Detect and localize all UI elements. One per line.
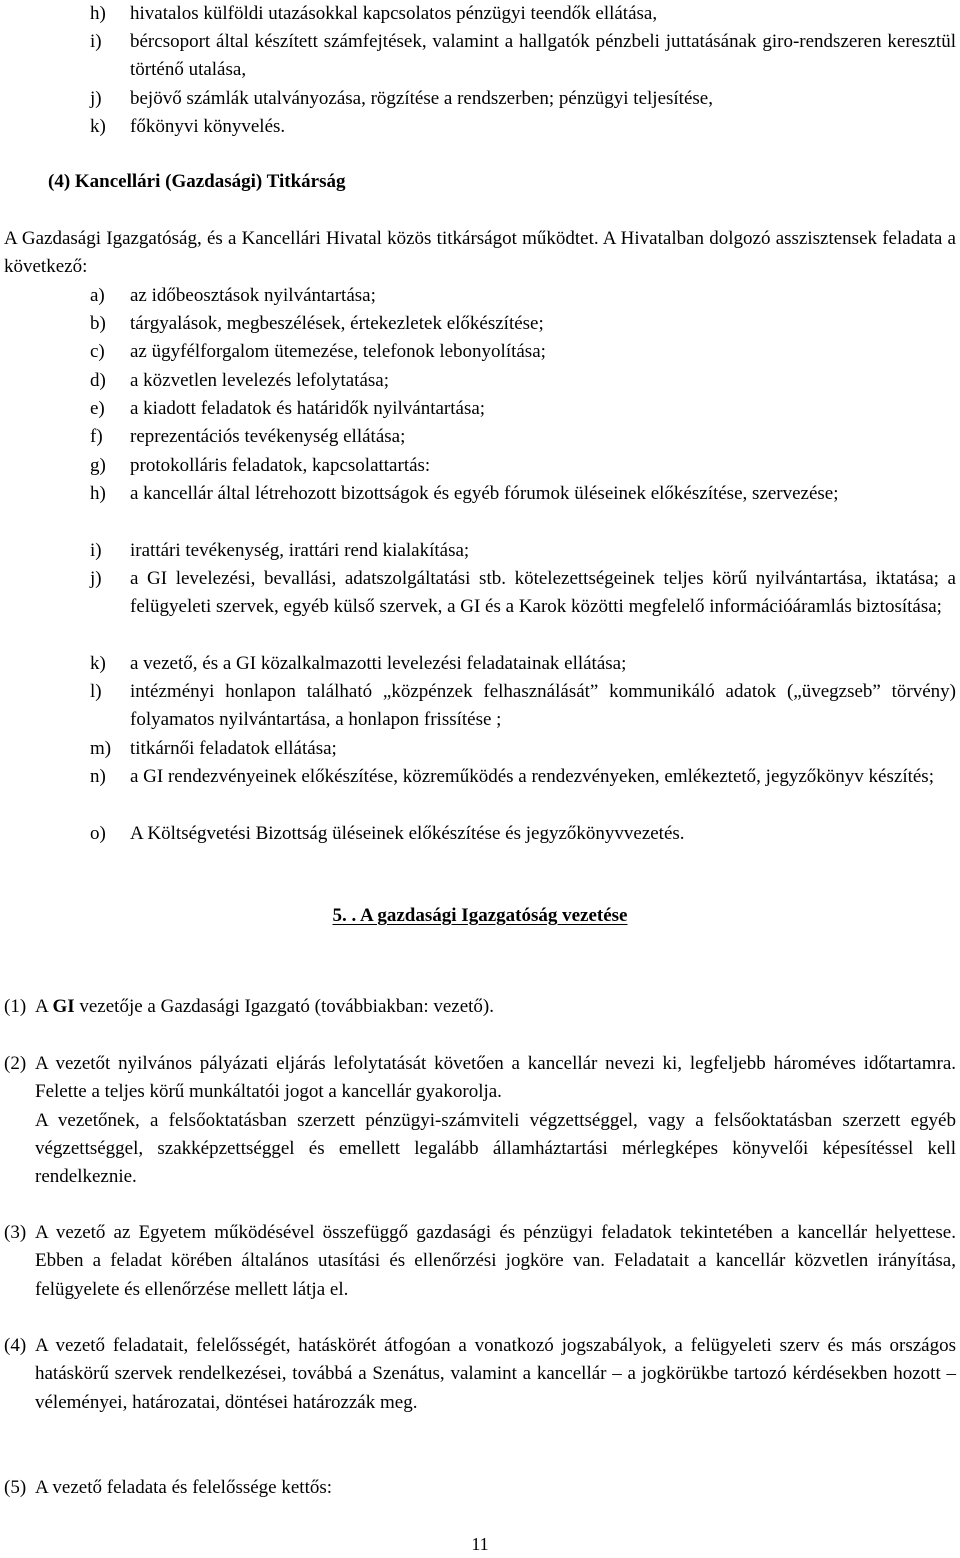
paragraph-text: A vezetőnek, a felsőoktatásban szerzett pénzügyi-számviteli végzettséggel, vagy a felsőoktatásban szerzett egyéb végzettséggel, szakképzettséggel és emellett legalább államháztartási mérlegképes könyvelői képesítéssel kell rendelkeznie.	[35, 1109, 956, 1188]
list-item	[90, 28, 956, 85]
list-item	[90, 650, 956, 678]
list-marker: g)	[90, 455, 106, 476]
list-marker: i)	[90, 540, 102, 561]
list-text: a GI levelezési, bevallási, adatszolgáltatási stb. kötelezettségeinek teljes körű nyilvántartása, iktatása; a felügyeleti szervek, egyéb külső szervek, a GI és a Karok közötti megfelelő információáramlás biztosítása;	[130, 568, 956, 618]
list-item	[90, 310, 956, 338]
list-text: reprezentációs tevékenység ellátása;	[130, 426, 406, 447]
list-text: a közvetlen levelezés lefolytatása;	[130, 370, 390, 391]
list-marker: h)	[90, 3, 106, 24]
paragraph-number: (1)	[4, 996, 27, 1017]
list-text: a kancellár által létrehozott bizottságok és egyéb fórumok üléseinek előkészítése, szervezése;	[130, 483, 839, 504]
paragraph-number: (4)	[4, 1335, 27, 1356]
list-text: A Költségvetési Bizottság üléseinek előkészítése és jegyzőkönyvvezetés.	[130, 823, 685, 844]
list-marker: i)	[90, 31, 102, 52]
list-text: a kiadott feladatok és határidők nyilvántartása;	[130, 398, 486, 419]
list-item	[90, 282, 956, 310]
list-marker: c)	[90, 341, 105, 362]
numbered-paragraph	[4, 1050, 956, 1191]
list-item	[90, 338, 956, 366]
list-marker: a)	[90, 285, 105, 306]
list-marker: k)	[90, 116, 106, 137]
list-text: az ügyfélforgalom ütemezése, telefonok lebonyolítása;	[130, 341, 546, 362]
bold-term: GI	[52, 996, 75, 1017]
paragraph-text: A vezetőt nyilvános pályázati eljárás lefolytatását követően a kancellár nevezi ki, legfeljebb hároméves időtartamra. Felette a teljes körű munkáltatói jogot a kancellár gyakorolja.	[35, 1053, 956, 1103]
list-text: a GI rendezvényeinek előkészítése, közreműködés a rendezvényeken, emlékeztető, jegyzőkönyv készítés;	[130, 766, 934, 787]
paragraph-text: A GI vezetője a Gazdasági Igazgató (továbbiakban: vezető).	[35, 996, 494, 1017]
list-text: intézményi honlapon található „közpénzek felhasználását” kommunikáló adatok („üvegzseb” törvény) folyamatos nyilvántartása, a honlapon frissítése ;	[130, 681, 956, 731]
list-item	[90, 565, 956, 622]
list-text: bércsoport által készített számfejtések, valamint a hallgatók pénzbeli juttatásának giro-rendszeren keresztül történő utalása,	[130, 31, 956, 81]
list-text: tárgyalások, megbeszélések, értekezletek előkészítése;	[130, 313, 544, 334]
list-text: főkönyvi könyvelés.	[130, 116, 286, 137]
list-item	[90, 678, 956, 735]
section-intro: A Gazdasági Igazgatóság, és a Kancellári Hivatal közös titkárságot működtet. A Hivatalban dolgozó asszisztensek feladata a következő:	[4, 228, 956, 278]
list-text: titkárnői feladatok ellátása;	[130, 738, 337, 759]
list-marker: f)	[90, 426, 103, 447]
paragraph-number: (2)	[4, 1053, 27, 1074]
list-item	[90, 367, 956, 395]
list-item	[90, 537, 956, 565]
list-text: protokolláris feladatok, kapcsolattartás:	[130, 455, 431, 476]
list-text: irattári tevékenység, irattári rend kialakítása;	[130, 540, 470, 561]
numbered-paragraph	[4, 1474, 956, 1502]
list-item	[90, 0, 956, 28]
list-marker: h)	[90, 483, 106, 504]
list-marker: l)	[90, 681, 102, 702]
list-text: hivatalos külföldi utazásokkal kapcsolatos pénzügyi teendők ellátása,	[130, 3, 658, 24]
list-marker: j)	[90, 568, 102, 589]
list-item	[90, 480, 956, 508]
list-item	[90, 763, 956, 791]
list-text: bejövő számlák utalványozása, rögzítése a rendszerben; pénzügyi teljesítése,	[130, 88, 713, 109]
paragraph-number: (3)	[4, 1222, 27, 1243]
list-text: az időbeosztások nyilvántartása;	[130, 285, 376, 306]
list-marker: e)	[90, 398, 105, 419]
paragraph-text: A vezető feladata és felelőssége kettős:	[35, 1477, 333, 1498]
list-marker: n)	[90, 766, 106, 787]
page-number: 11	[471, 1534, 489, 1554]
list-item	[90, 820, 956, 848]
list-marker: d)	[90, 370, 106, 391]
list-marker: j)	[90, 88, 102, 109]
numbered-paragraph	[4, 1219, 956, 1304]
list-text: a vezető, és a GI közalkalmazotti levelezési feladatainak ellátása;	[130, 653, 627, 674]
numbered-paragraph	[4, 1332, 956, 1417]
list-item	[90, 452, 956, 480]
list-marker: m)	[90, 738, 112, 759]
list-marker: b)	[90, 313, 106, 334]
numbered-paragraph	[4, 993, 956, 1021]
list-item	[90, 395, 956, 423]
list-marker: o)	[90, 823, 106, 844]
section-title: 5. . A gazdasági Igazgatóság vezetése	[332, 905, 628, 926]
list-item	[90, 423, 956, 451]
list-item	[90, 735, 956, 763]
list-item	[90, 85, 956, 113]
list-marker: k)	[90, 653, 106, 674]
paragraph-text: A vezető az Egyetem működésével összefüggő gazdasági és pénzügyi feladatok tekintetében a kancellár helyettese. Ebben a feladat körében általános utasítási és ellenőrzési jogköre van. Feladatait a kancellár közvetlen irányítása, felügyelete és ellenőrzése mellett látja el.	[35, 1222, 956, 1300]
list-item	[90, 113, 956, 141]
paragraph-number: (5)	[4, 1477, 27, 1498]
paragraph-text: A vezető feladatait, felelősségét, hatáskörét átfogóan a vonatkozó jogszabályok, a felügyeleti szerv és más országos hatáskörű szervek rendelkezései, továbbá a Szenátus, valamint a kancellár – a jogkörükbe tartozó kérdésekben hozott – véleményei, határozatai, döntései határozzák meg.	[35, 1335, 956, 1413]
section-heading: (4) Kancellári (Gazdasági) Titkárság	[48, 171, 346, 192]
